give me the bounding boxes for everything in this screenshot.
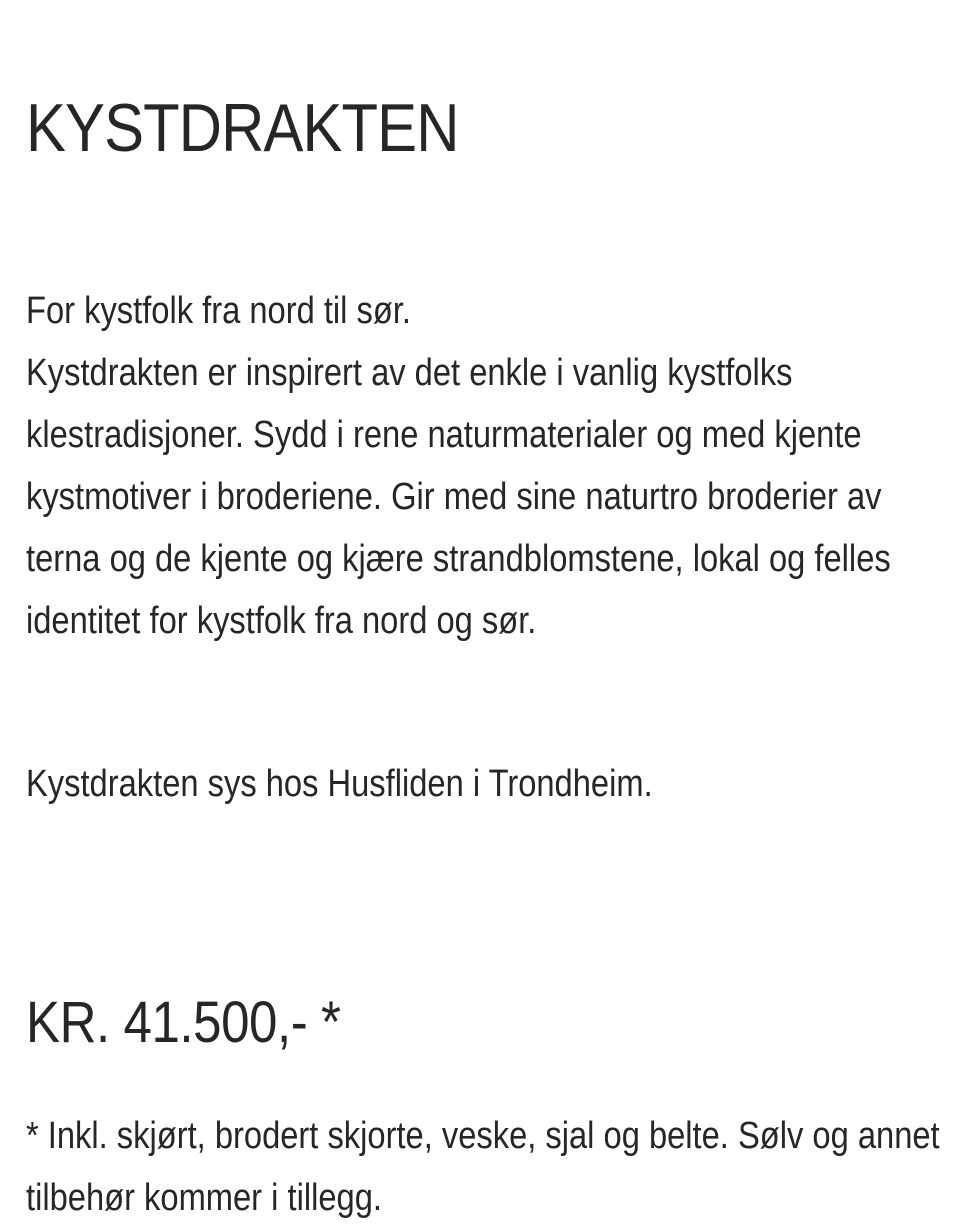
- page-title: KYSTDRAKTEN: [26, 90, 459, 166]
- product-description: [26, 280, 951, 652]
- production-note: Kystdrakten sys hos Husfliden i Trondheim.: [26, 763, 653, 805]
- tagline: For kystfolk fra nord til sør.: [26, 290, 411, 332]
- price-footnote: * Inkl. skjørt, brodert skjorte, veske, sjal og belte. Sølv og annet tilbehør kommer i tillegg.: [26, 1115, 940, 1219]
- price: KR. 41.500,- *: [26, 990, 341, 1055]
- description-paragraph: Kystdrakten er inspirert av det enkle i vanlig kystfolks klestradisjoner. Sydd i rene naturmaterialer og med kjente kystmotiver i broderiene. Gir med sine naturtro broderier av terna og de kjente og kjære strandblomstene, lokal og felles identitet for kystfolk fra nord og sør.: [26, 352, 891, 642]
